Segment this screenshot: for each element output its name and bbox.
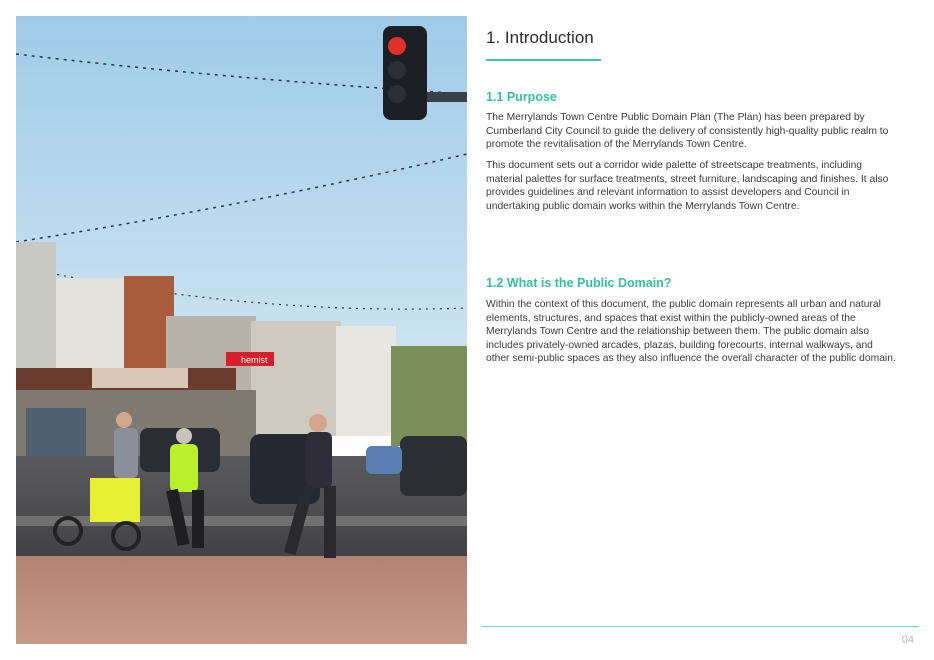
public-domain-paragraph: Within the context of this document, the public domain represents all urban and natural elements, structures, and spaces that exist within the publicly-owned areas of the Merrylands Town Centre and the relationship between them. The public domain also includes privately-owned arcades, plazas, building forecourts, internal walkways, and other semi-public spaces as they also influence the overall character of the public domain. bbox=[486, 299, 896, 365]
street-photo-icon bbox=[16, 16, 467, 644]
shop-sign-text: hemist bbox=[241, 355, 268, 365]
street-photo bbox=[16, 16, 467, 644]
footer-rule bbox=[482, 626, 919, 627]
purpose-paragraph-1: The Merrylands Town Centre Public Domain Plan (The Plan) has been prepared by Cumberland City Council to guide the delivery of consistently high-quality public realm to promote the revitalisation of the Merrylands Town Centre. bbox=[486, 112, 889, 151]
purpose-paragraph-2: This document sets out a corridor wide palette of streetscape treatments, including material palettes for surface treatments, street furniture, landscaping and finishes. It also provides guidelines and relevant information to assist developers and Council in undertaking public domain works within the Merrylands Town Centre. bbox=[486, 160, 889, 212]
page-number: 04 bbox=[901, 634, 914, 646]
title-underline bbox=[486, 59, 601, 61]
page-title: 1. Introduction bbox=[486, 28, 594, 47]
section-heading-purpose: 1.1 Purpose bbox=[486, 90, 557, 104]
section-heading-public-domain: 1.2 What is the Public Domain? bbox=[486, 276, 672, 290]
